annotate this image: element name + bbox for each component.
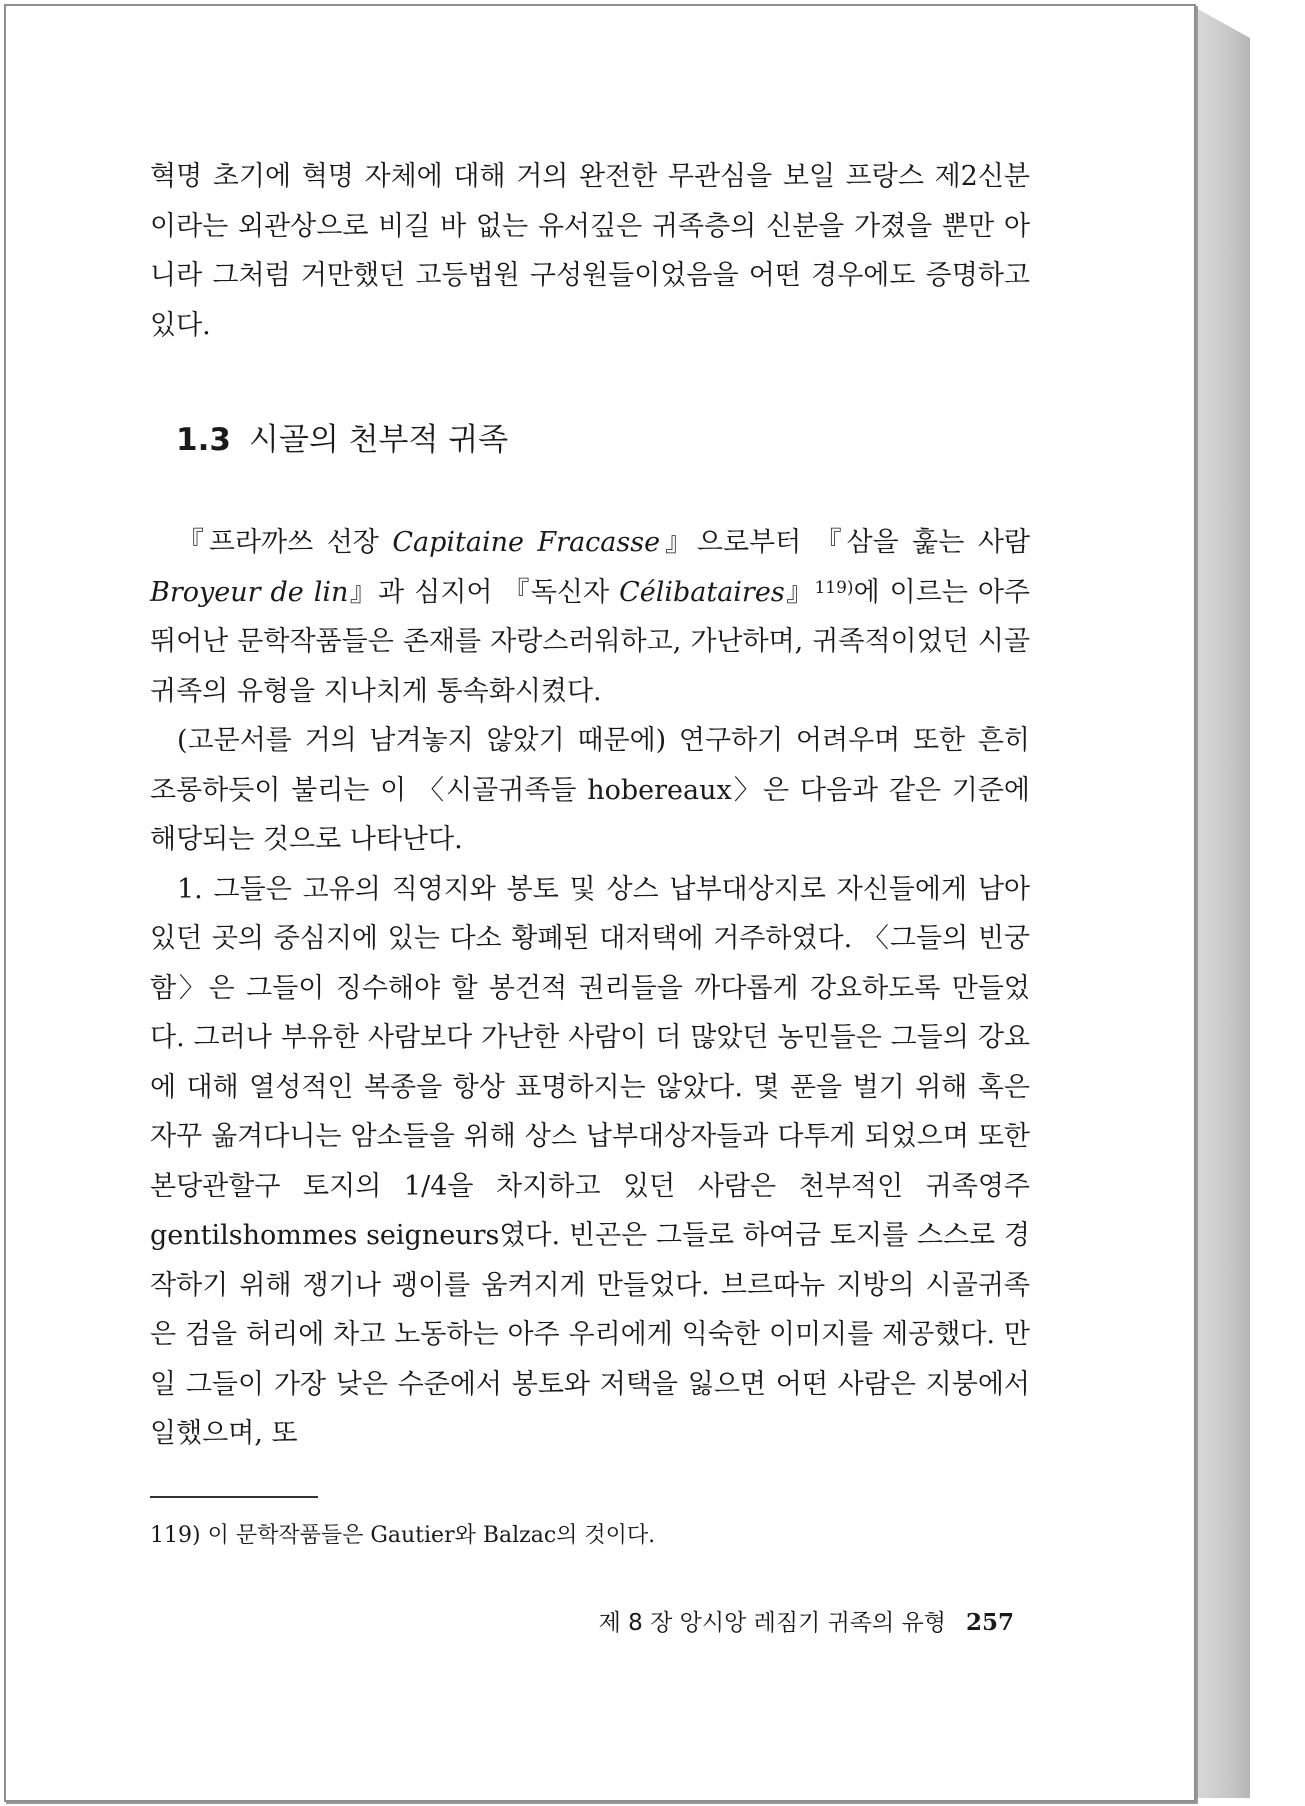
paragraph-literary-works xyxy=(150,518,1030,716)
text-fragment: 』으로부터 『삼을 훑는 사람 xyxy=(660,527,1030,558)
text-fragment: 』과 심지어 『독신자 xyxy=(348,576,620,608)
footnote: 119) 이 문학작품들은 Gautier와 Balzac의 것이다. xyxy=(150,1523,656,1548)
page-number: 257 xyxy=(965,1609,1014,1636)
book-page-edge xyxy=(1196,8,1250,1798)
page-footer xyxy=(599,1604,1014,1637)
text-fragment: 에 이르는 아주 뛰어난 문학작품들은 존재를 자랑스러워하고, 가난하며, 귀족적이었던 시골귀족의 유형을 지나치게 통속화시켰다. xyxy=(150,576,1030,707)
section-title: 시골의 천부적 귀족 xyxy=(248,422,509,458)
work-title: Célibataires xyxy=(619,576,785,608)
text-fragment: 『프라까쓰 선장 xyxy=(177,527,393,558)
work-title: Broyeur de lin xyxy=(150,576,349,608)
paragraph-hobereaux: (고문서를 거의 남겨놓지 않았기 때문에) 연구하기 어려우며 또한 흔히 조롱하듯이 불리는 이 〈시골귀족들 hobereaux〉은 다음과 같은 기준에 해당되는 것으로 나타난다. xyxy=(150,725,1030,855)
intro-paragraph: 혁명 초기에 혁명 자체에 대해 거의 완전한 무관심을 보일 프랑스 제2신분이라는 외관상으로 비길 바 없는 유서깊은 귀족층의 신분을 가졌을 뿐만 아니라 그처럼 거만했던 고등법원 구성원들이었음을 어떤 경우에도 증명하고 있다. xyxy=(150,161,1030,341)
paragraph-criterion-1: 1. 그들은 고유의 직영지와 봉토 및 상스 납부대상지로 자신들에게 남아 있던 곳의 중심지에 있는 다소 황폐된 대저택에 거주하였다. 〈그들의 빈궁함〉은 그들이 징수해야 할 봉건적 권리들을 까다롭게 강요하도록 만들었다. 그러나 부유한 사람보다 가난한 사람이 더 많았던 농민들은 그들의 강요에 대해 열성적인 복종을 항상 표명하지는 않았다. 몇 푼을 벌기 위해 혹은 자꾸 옮겨다니는 암소들을 위해 상스 납부대상자들과 다투게 되었으며 또한 본당관할구 토지의 1/4을 차지하고 있던 사람은 천부적인 귀족영주 gentilshommes seigneurs였다. 빈곤은 그들로 하여금 토지를 스스로 경작하기 위해 쟁기나 괭이를 움켜지게 만들었다. 브르따뉴 지방의 시골귀족은 검을 허리에 차고 노동하는 아주 우리에게 익숙한 이미지를 제공했다. 만일 그들이 가장 낮은 수준에서 봉토와 저택을 잃으면 어떤 사람은 지붕에서 일했으며, 또 xyxy=(150,873,1030,1449)
text-fragment: 』 xyxy=(784,576,815,608)
body-text xyxy=(150,518,1030,1459)
work-title: Capitaine Fracasse xyxy=(392,527,661,558)
footnote-reference[interactable]: 119) xyxy=(814,577,854,598)
footnote-divider xyxy=(150,1496,318,1498)
book-page xyxy=(4,4,1196,1802)
running-head: 제 8 장 앙시앙 레짐기 귀족의 유형 xyxy=(598,1610,946,1636)
section-heading xyxy=(176,414,508,459)
section-number: 1.3 xyxy=(176,422,231,458)
intro-text xyxy=(150,152,1030,350)
